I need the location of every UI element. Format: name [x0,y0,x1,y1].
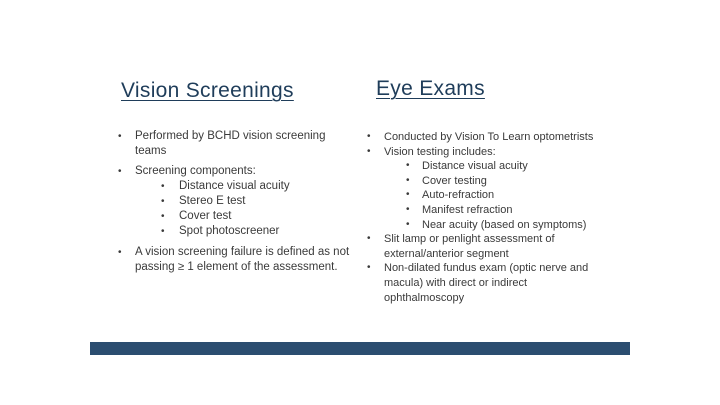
list-item-label: Vision testing includes: [384,145,496,158]
sub-list-item: • Cover test [135,209,357,224]
list-item: • Non-dilated fundus exam (optic nerve and macula) with direct or indirect ophthalmoscopy [366,261,601,305]
footer-bar [90,342,630,355]
sub-list-item: • Manifest refraction [384,203,601,218]
vision-screenings-list [117,129,357,275]
sub-list-item: • Distance visual acuity [135,179,357,194]
sub-list-item: • Near acuity (based on symptoms) [384,218,601,233]
vision-testing-list [384,159,601,232]
list-item-label: Screening components: [135,165,256,177]
eye-exams-heading: Eye Exams [376,77,485,100]
list-item: • Conducted by Vision To Learn optometrists [366,130,601,145]
sub-list-item: • Auto-refraction [384,188,601,203]
list-item: • Slit lamp or penlight assessment of external/anterior segment [366,232,601,261]
sub-list-item: • Cover testing [384,174,601,189]
sub-list-item: • Distance visual acuity [384,159,601,174]
screening-components-list [135,179,357,239]
sub-list-item: • Spot photoscreener [135,224,357,239]
list-item [366,145,601,233]
list-item: • A vision screening failure is defined as not passing ≥ 1 element of the assessment. [117,245,357,275]
eye-exams-column [366,130,601,305]
vision-screenings-column [117,129,357,275]
list-item: • Performed by BCHD vision screening teams [117,129,357,159]
vision-screenings-heading: Vision Screenings [121,79,294,102]
list-item [117,164,357,239]
eye-exams-list [366,130,601,305]
sub-list-item: • Stereo E test [135,194,357,209]
